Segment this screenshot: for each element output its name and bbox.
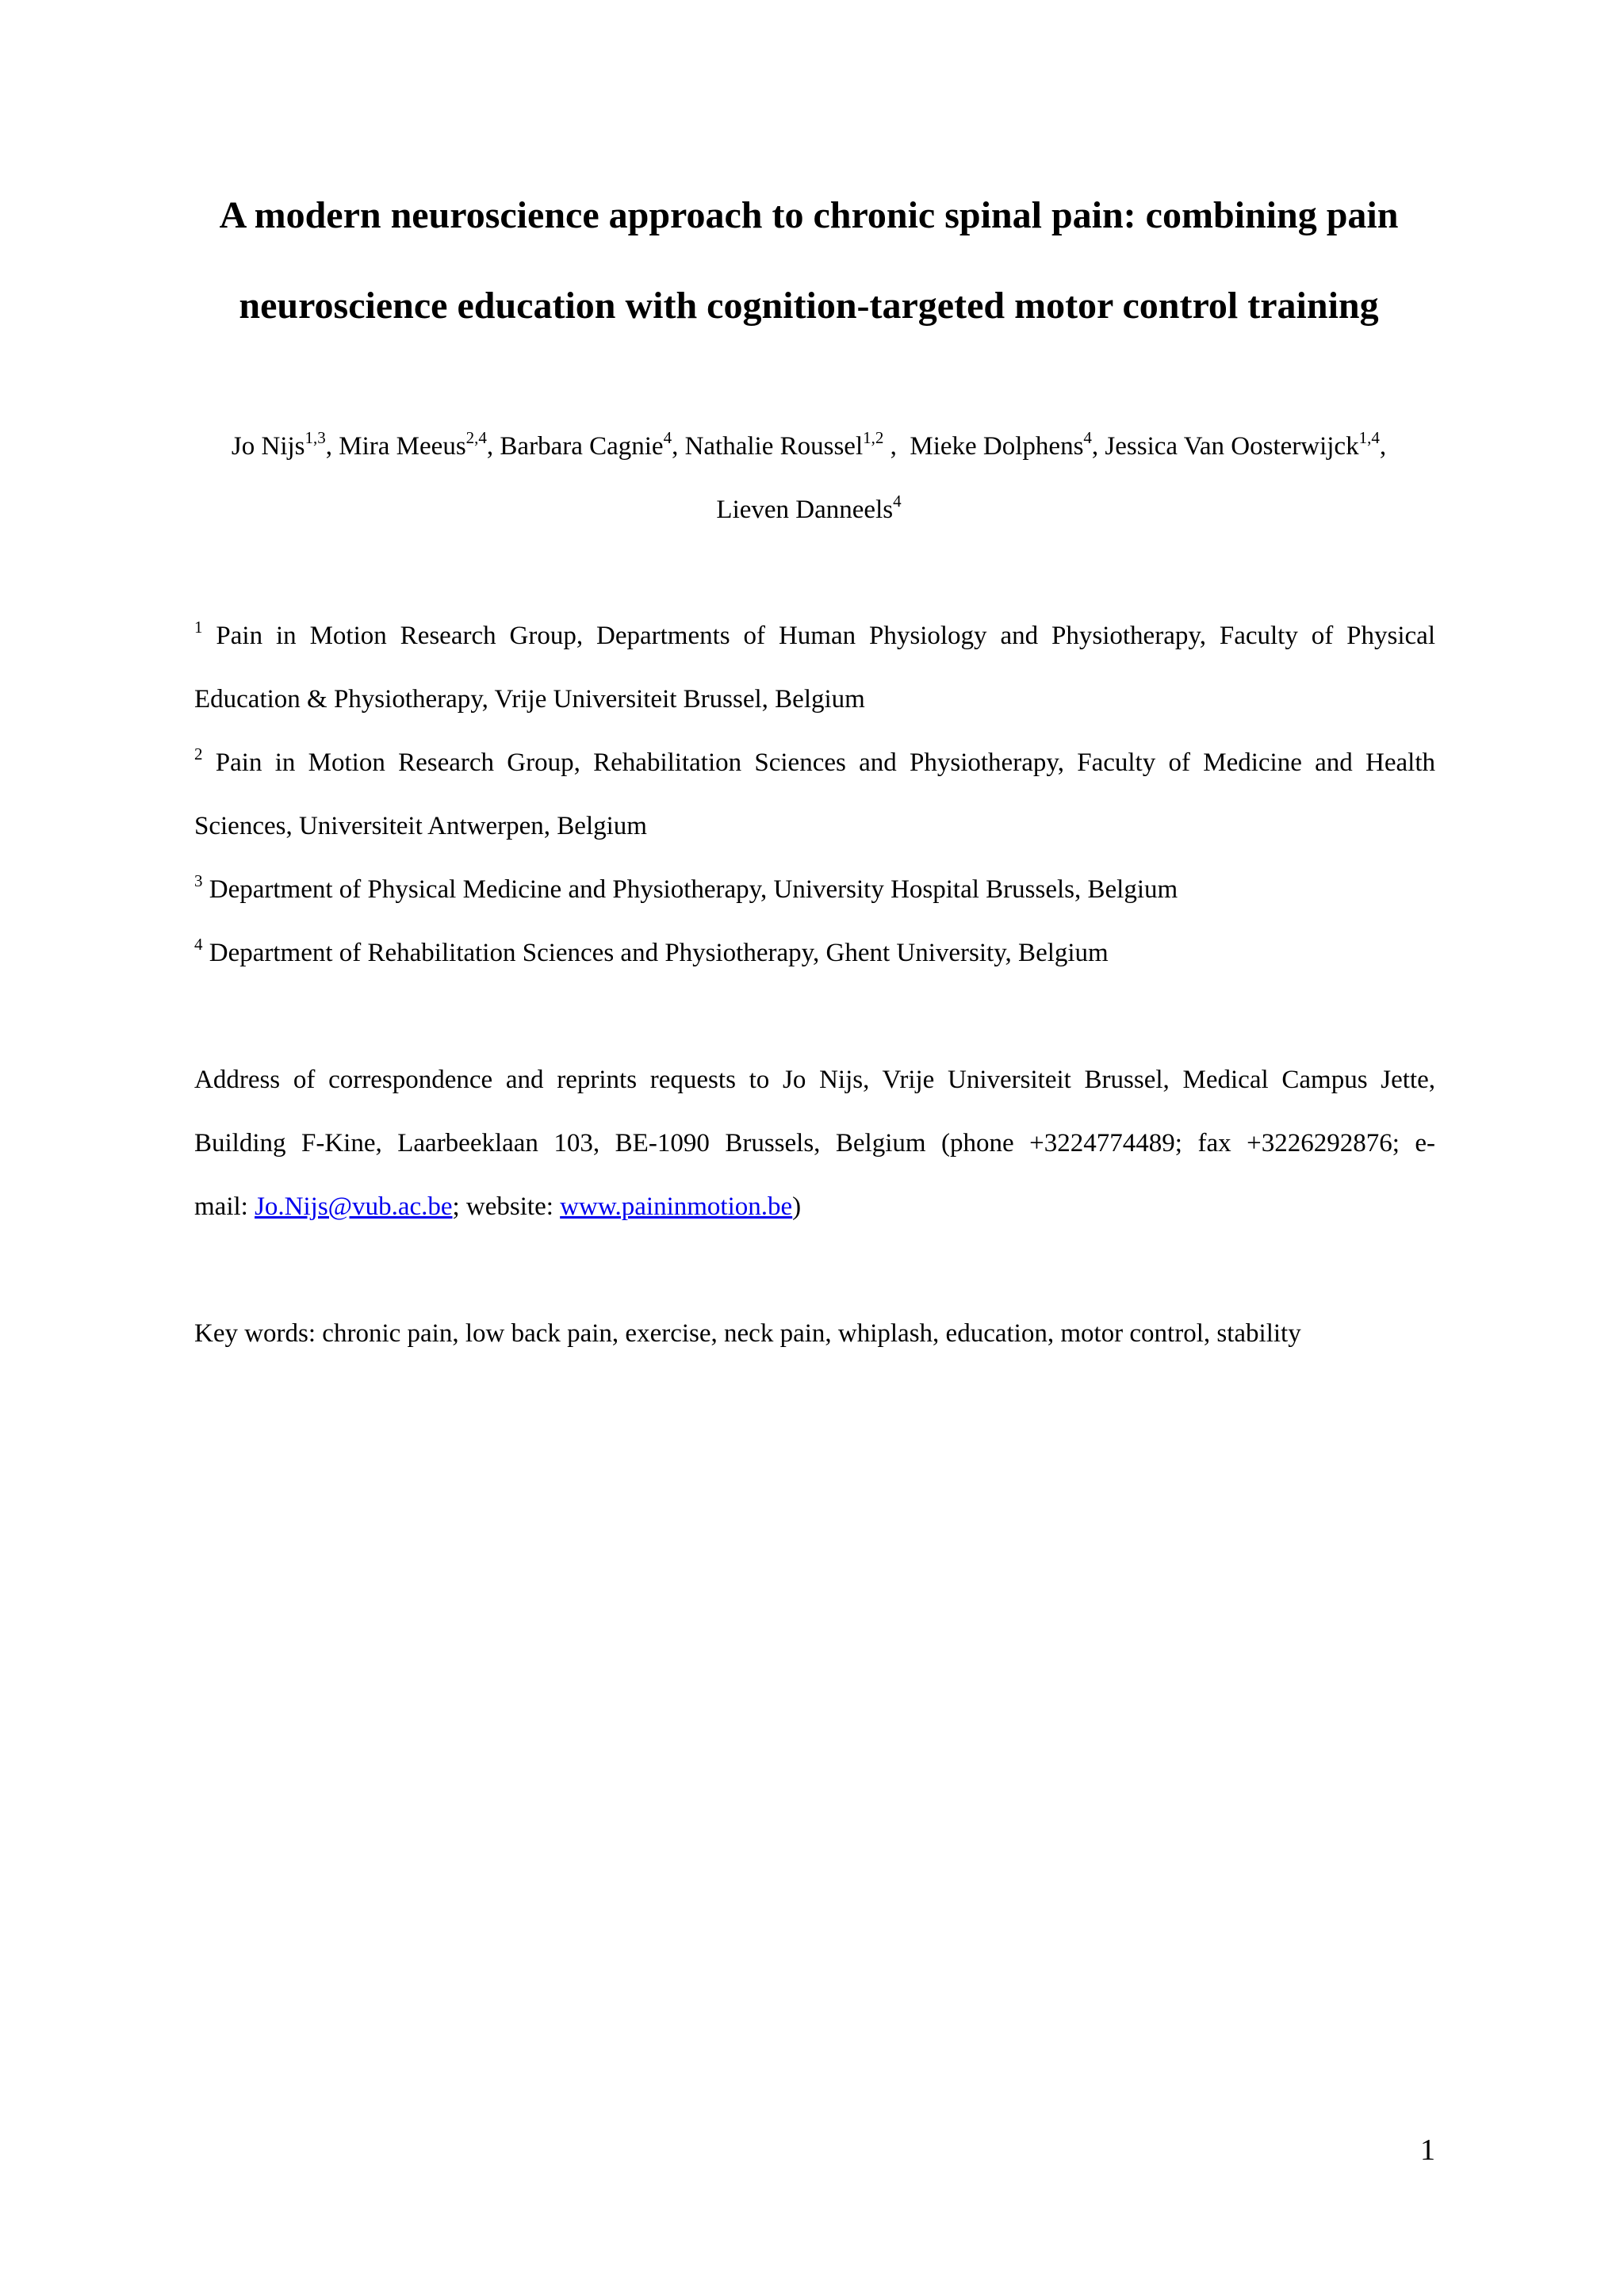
- author-affiliation-marker: 1,2: [863, 428, 884, 447]
- author-separator: ,: [1091, 432, 1105, 461]
- affiliation-number: 2: [194, 744, 203, 763]
- author-name: Nathalie Roussel: [684, 432, 864, 461]
- affiliation-number: 4: [194, 935, 203, 954]
- affiliation-1-line-2: Education & Physiotherapy, Vrije Universiteit Brussel, Belgium: [194, 685, 865, 714]
- author-list-line-2: [143, 494, 1475, 526]
- affiliation-3: [194, 871, 1435, 905]
- affiliation-text: Pain in Motion Research Group, Departments of Human Physiology and Physiotherapy, Faculty of Physical: [216, 622, 1435, 650]
- author-separator: ,: [883, 432, 910, 461]
- author-affiliation-marker: 1,4: [1358, 428, 1380, 447]
- author-name: Jo Nijs: [231, 432, 305, 461]
- affiliation-2-line-1: [194, 744, 1436, 779]
- affiliation-number: 3: [194, 871, 203, 890]
- author-affiliation-marker: 4: [893, 492, 902, 511]
- author-separator: ,: [325, 432, 339, 461]
- author-list-line-1: [143, 430, 1475, 462]
- paper-title-line-1: A modern neuroscience approach to chronic spinal pain: combining pain: [219, 194, 1399, 236]
- author-name: Jessica Van Oosterwijck: [1105, 432, 1359, 461]
- correspondence-line-3: [194, 1191, 1435, 1223]
- page-number: 1: [1420, 2133, 1435, 2167]
- correspondence-text: ): [792, 1192, 802, 1221]
- keywords: Key words: chronic pain, low back pain, exercise, neck pain, whiplash, education, motor control, stability: [194, 1319, 1301, 1348]
- affiliation-text: Department of Physical Medicine and Physiotherapy, University Hospital Brussels, Belgium: [209, 875, 1178, 904]
- affiliation-2-line-2: Sciences, Universiteit Antwerpen, Belgium: [194, 812, 647, 840]
- affiliation-4: [194, 937, 1435, 969]
- author-separator: ,: [672, 432, 685, 461]
- author-name: Mieke Dolphens: [910, 432, 1084, 461]
- author-affiliation-marker: 4: [1083, 428, 1092, 447]
- author-affiliation-marker: 4: [663, 428, 672, 447]
- affiliation-text: Department of Rehabilitation Sciences and Physiotherapy, Ghent University, Belgium: [209, 939, 1109, 967]
- affiliation-1-line-1: [194, 620, 1435, 652]
- correspondence-line-1: Address of correspondence and reprints requests to Jo Nijs, Vrije Universiteit Brussel, Medical Campus Jette,: [194, 1066, 1435, 1094]
- author-name: Mira Meeus: [339, 432, 466, 461]
- website-link[interactable]: www.paininmotion.be: [560, 1192, 793, 1221]
- author-separator: ,: [486, 432, 500, 461]
- paper-title-line-2: neuroscience education with cognition-targeted motor control training: [239, 285, 1379, 327]
- author-affiliation-marker: 2,4: [465, 428, 487, 447]
- affiliation-number: 1: [194, 618, 203, 637]
- correspondence-text: ; website:: [452, 1192, 561, 1221]
- author-name: Lieven Danneels: [716, 496, 894, 524]
- author-affiliation-marker: 1,3: [304, 428, 326, 447]
- affiliation-text: Pain in Motion Research Group, Rehabilitation Sciences and Physiotherapy, Faculty of Medicine and Health: [215, 748, 1436, 777]
- email-link[interactable]: Jo.Nijs@vub.ac.be: [255, 1192, 453, 1221]
- correspondence-line-2: Building F-Kine, Laarbeeklaan 103, BE-1090 Brussels, Belgium (phone +3224774489; fax +3226292876; e-: [194, 1129, 1435, 1158]
- author-separator: ,: [1379, 432, 1387, 461]
- correspondence-text: mail:: [194, 1192, 255, 1221]
- author-name: Barbara Cagnie: [500, 432, 664, 461]
